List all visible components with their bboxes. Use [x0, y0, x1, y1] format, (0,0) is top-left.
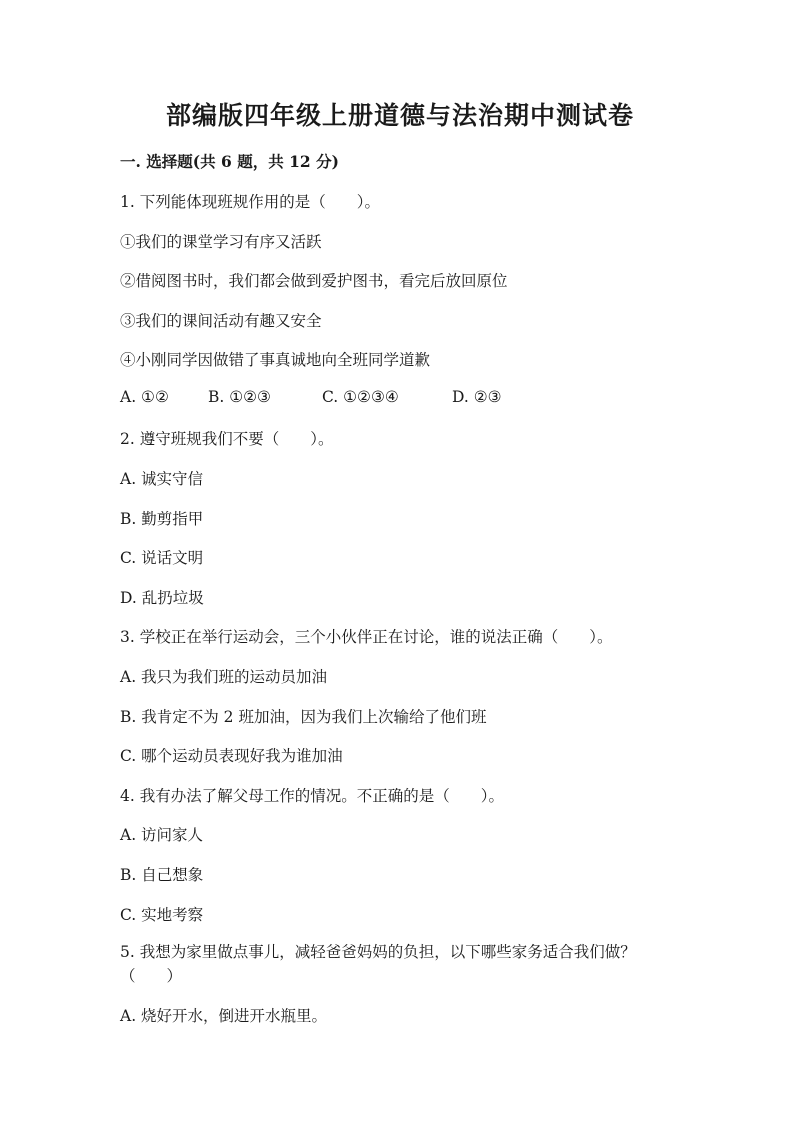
option-c: C. 实地考察: [120, 906, 204, 924]
statement-3: ③我们的课间活动有趣又安全: [120, 312, 322, 330]
question-1: 1. 下列能体现班规作用的是（ ）。: [120, 193, 380, 211]
option-a: A. ①②: [120, 388, 169, 406]
question-2: 2. 遵守班规我们不要（ ）。: [120, 430, 334, 448]
statement-4: ④小刚同学因做错了事真诚地向全班同学道歉: [120, 351, 431, 369]
option-b: B. 我肯定不为 2 班加油，因为我们上次输给了他们班: [120, 708, 487, 726]
section-heading: 一. 选择题(共 6 题，共 12 分): [120, 152, 339, 171]
question-1-options: [120, 388, 680, 408]
option-d: D. ②③: [452, 388, 502, 406]
option-b: B. 自己想象: [120, 866, 204, 884]
option-b: B. ①②③: [208, 388, 271, 406]
option-b: B. 勤剪指甲: [120, 510, 204, 528]
question-4: 4. 我有办法了解父母工作的情况。不正确的是（ ）。: [120, 787, 504, 805]
option-a: A. 烧好开水，倒进开水瓶里。: [120, 1007, 328, 1025]
option-a: A. 我只为我们班的运动员加油: [120, 668, 328, 686]
statement-2: ②借阅图书时，我们都会做到爱护图书，看完后放回原位: [120, 272, 508, 290]
option-d: D. 乱扔垃圾: [120, 589, 204, 607]
statement-1: ①我们的课堂学习有序又活跃: [120, 233, 322, 251]
option-c: C. 说话文明: [120, 549, 204, 567]
option-a: A. 访问家人: [120, 826, 204, 844]
page-title: 部编版四年级上册道德与法治期中测试卷: [165, 101, 634, 130]
option-c: C. ①②③④: [322, 388, 399, 406]
option-a: A. 诚实守信: [120, 470, 204, 488]
question-3: 3. 学校正在举行运动会，三个小伙伴正在讨论，谁的说法正确（ ）。: [120, 628, 613, 646]
option-c: C. 哪个运动员表现好我为谁加油: [120, 747, 343, 765]
question-5: 5. 我想为家里做点事儿，减轻爸爸妈妈的负担，以下哪些家务适合我们做？（ ）: [120, 943, 636, 985]
